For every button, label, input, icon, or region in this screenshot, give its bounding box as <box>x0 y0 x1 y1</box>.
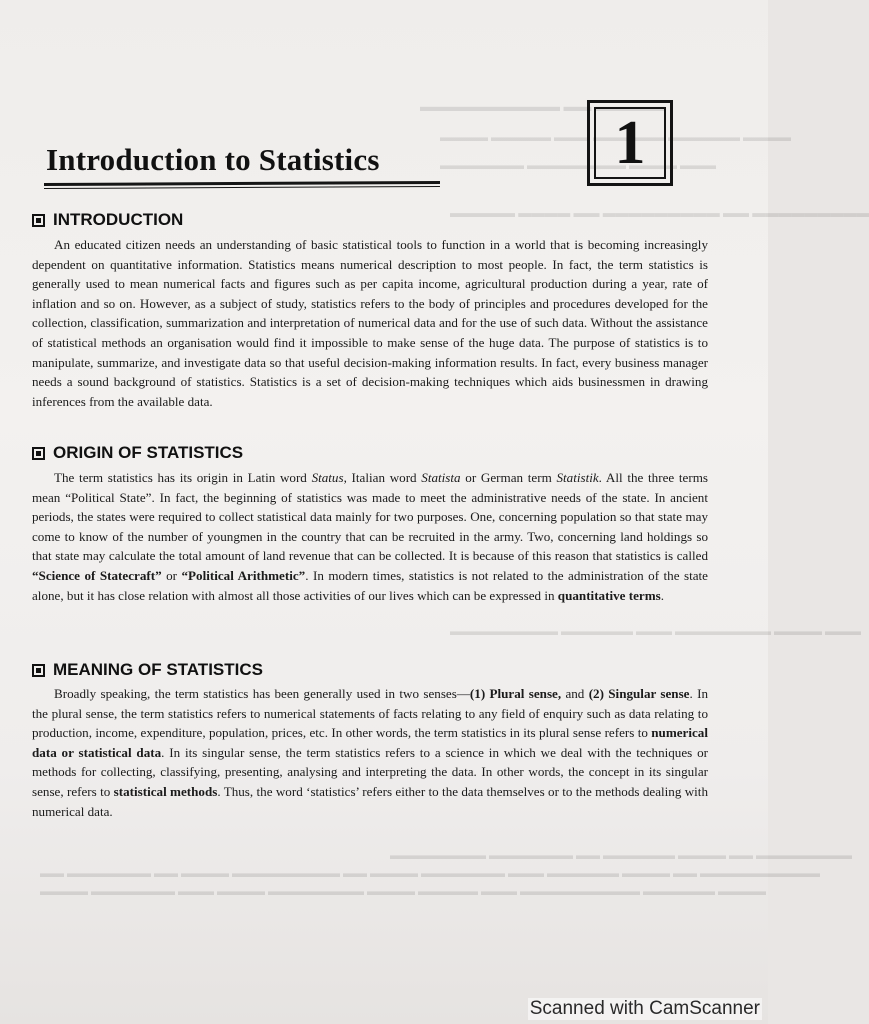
text-run: . <box>660 587 664 603</box>
bleed-through-texture: ▬▬▬ ▬▬▬▬ ▬▬▬▬▬▬▬▬ ▬▬▬ ▬▬▬▬▬▬ ▬▬▬▬▬▬▬▬▬ <box>450 624 861 638</box>
bleed-through-texture: ▬▬▬▬▬▬▬▬▬ ▬▬ ▬▬▬▬▬▬▬▬▬ ▬▬ ▬▬▬▬ ▬▬▬▬▬ <box>450 205 869 220</box>
text-run: . In modern times, statistics is not related to the administration of the state alone, but it has close relation with almost all those activities of our lives which can be expressed in <box>32 567 708 603</box>
bold-term: “Political Arithmetic” <box>181 567 306 583</box>
text-run: . Thus, the word ‘statistics’ refers either to the data themselves or to the methods dealing with numerical data. <box>32 783 708 819</box>
italic-term: Statistik <box>556 470 599 485</box>
bleed-through-texture: ▬▬▬▬ ▬▬▬▬▬▬ ▬▬▬▬▬▬▬▬▬▬ ▬▬▬ ▬▬▬▬▬ ▬▬▬▬ ▬▬▬▬▬▬▬▬ ▬▬▬▬ ▬▬▬ ▬▬▬▬▬▬▬ ▬▬▬▬ <box>40 884 766 898</box>
square-bullet-icon <box>32 447 45 460</box>
text-run: . In its singular sense, the term statistics refers to a science in which we deal with the techniques or methods for collecting, classifying, presenting, analysing and interpreting the data. In other words, the concept in its singular sense, refers to <box>32 744 708 799</box>
section-heading-meaning <box>32 660 263 680</box>
section-body-introduction <box>32 235 708 411</box>
bold-term: “Science of Statecraft” <box>32 567 162 583</box>
bleed-through-texture: ▬▬▬ ▬▬▬▬ ▬▬▬ ▬▬▬▬▬ ▬▬▬▬▬▬▬ <box>440 158 716 172</box>
text-run: . In the plural sense, the term statistics refers to numerical statements of facts relating to any field of enquiry such as data relating to production, income, expenditure, population, prices, etc. In other words, the term statistics in its plural sense refers to <box>32 686 709 741</box>
text-run: Broadly speaking, the term statistics has been generally used in two senses— <box>54 686 470 701</box>
square-bullet-icon <box>32 214 45 227</box>
bold-term: quantitative terms <box>557 587 661 603</box>
bleed-through-texture: ▬▬▬▬▬▬▬▬ ▬▬ ▬▬▬▬ ▬▬▬▬▬▬ ▬▬ ▬▬▬▬▬▬▬ ▬▬▬▬▬▬▬▬ <box>390 848 852 862</box>
italic-term: Statista <box>421 470 461 485</box>
bleed-through-texture: ▬▬▬▬ ▬▬▬▬▬▬ ▬▬▬▬▬▬ ▬▬▬ ▬▬▬▬▬ ▬▬▬▬ <box>440 130 791 144</box>
section-heading-text: ORIGIN OF STATISTICS <box>53 443 244 462</box>
paragraph <box>32 684 708 821</box>
title-underline <box>44 181 440 186</box>
bold-term: (1) Plural sense, <box>469 686 562 701</box>
title-underline-thin <box>44 186 440 189</box>
text-run: , Italian word <box>343 470 422 485</box>
section-heading-origin <box>32 443 243 463</box>
section-body-meaning <box>32 684 708 821</box>
bleed-through-texture: ▬▬▬▬▬ ▬▬ ▬▬▬▬▬▬▬▬▬▬ <box>420 100 665 115</box>
bold-term: statistical methods <box>113 783 218 799</box>
paragraph: An educated citizen needs an understanding of basic statistical tools to function in a world that is becoming increasingly dependent on quantitative information. Statistics means numerical description to most people. In fact, the term statistics is generally used to mean numerical facts and figures such as per capita income, agricultural production during a year, rate of inflation and so on. However, as a subject of study, statistics refers to the body of principles and procedures developed for the collection, classification, summarization and interpretation of numerical data and for the use of such data. Without the assistance of statistical methods an organisation would find it impossible to make sense of the huge data. The purpose of statistics is to manipulate, summarize, and investigate data so that useful decision-making information results. In fact, every business manager needs a sound background of statistics. Statistics is a set of decision-making techniques which aids businessmen in drawing inferences from the available data. <box>32 237 708 409</box>
bold-term: (2) Singular sense <box>588 686 690 701</box>
text-run: The term statistics has its origin in Latin word <box>54 470 312 485</box>
section-body-origin <box>32 468 708 605</box>
paragraph <box>32 468 708 605</box>
section-heading-text: INTRODUCTION <box>53 210 184 229</box>
chapter-number-box-inner <box>594 107 666 179</box>
section-heading-text: MEANING OF STATISTICS <box>53 660 263 679</box>
scanner-watermark: Scanned with CamScanner <box>529 998 760 1019</box>
text-run: or German term <box>460 470 557 485</box>
text-run: or <box>161 567 182 583</box>
square-bullet-icon <box>32 664 45 677</box>
section-heading-introduction <box>32 210 183 230</box>
chapter-number-box <box>587 100 673 186</box>
chapter-title: Introduction to Statistics <box>46 142 380 177</box>
text-run: and <box>561 686 589 701</box>
chapter-number: 1 <box>614 109 646 177</box>
bold-term: numerical data or statistical data <box>32 725 708 760</box>
text-run: . All the three terms mean “Political State”. In fact, the beginning of statistics was made to meet the administrative needs of the state. In ancient periods, the states were required to collect statistical data mainly for two purposes. One, concerning population so that state may come to know of the number of youngmen in the country that can be recruited in the army. Two, concerning land holdings so that state may calculate the total amount of land revenue that can be collected. It is because of this reason that statistics is called <box>32 470 708 564</box>
italic-term: Status <box>311 470 344 485</box>
bleed-through-texture: ▬▬▬▬▬▬▬▬▬▬ ▬▬ ▬▬▬▬ ▬▬▬▬▬▬ ▬▬▬ ▬▬▬▬▬▬▬ ▬▬▬▬ ▬▬ ▬▬▬▬▬▬▬▬▬ ▬▬▬▬ ▬▬ ▬▬▬▬▬▬▬ ▬▬ <box>40 866 820 880</box>
